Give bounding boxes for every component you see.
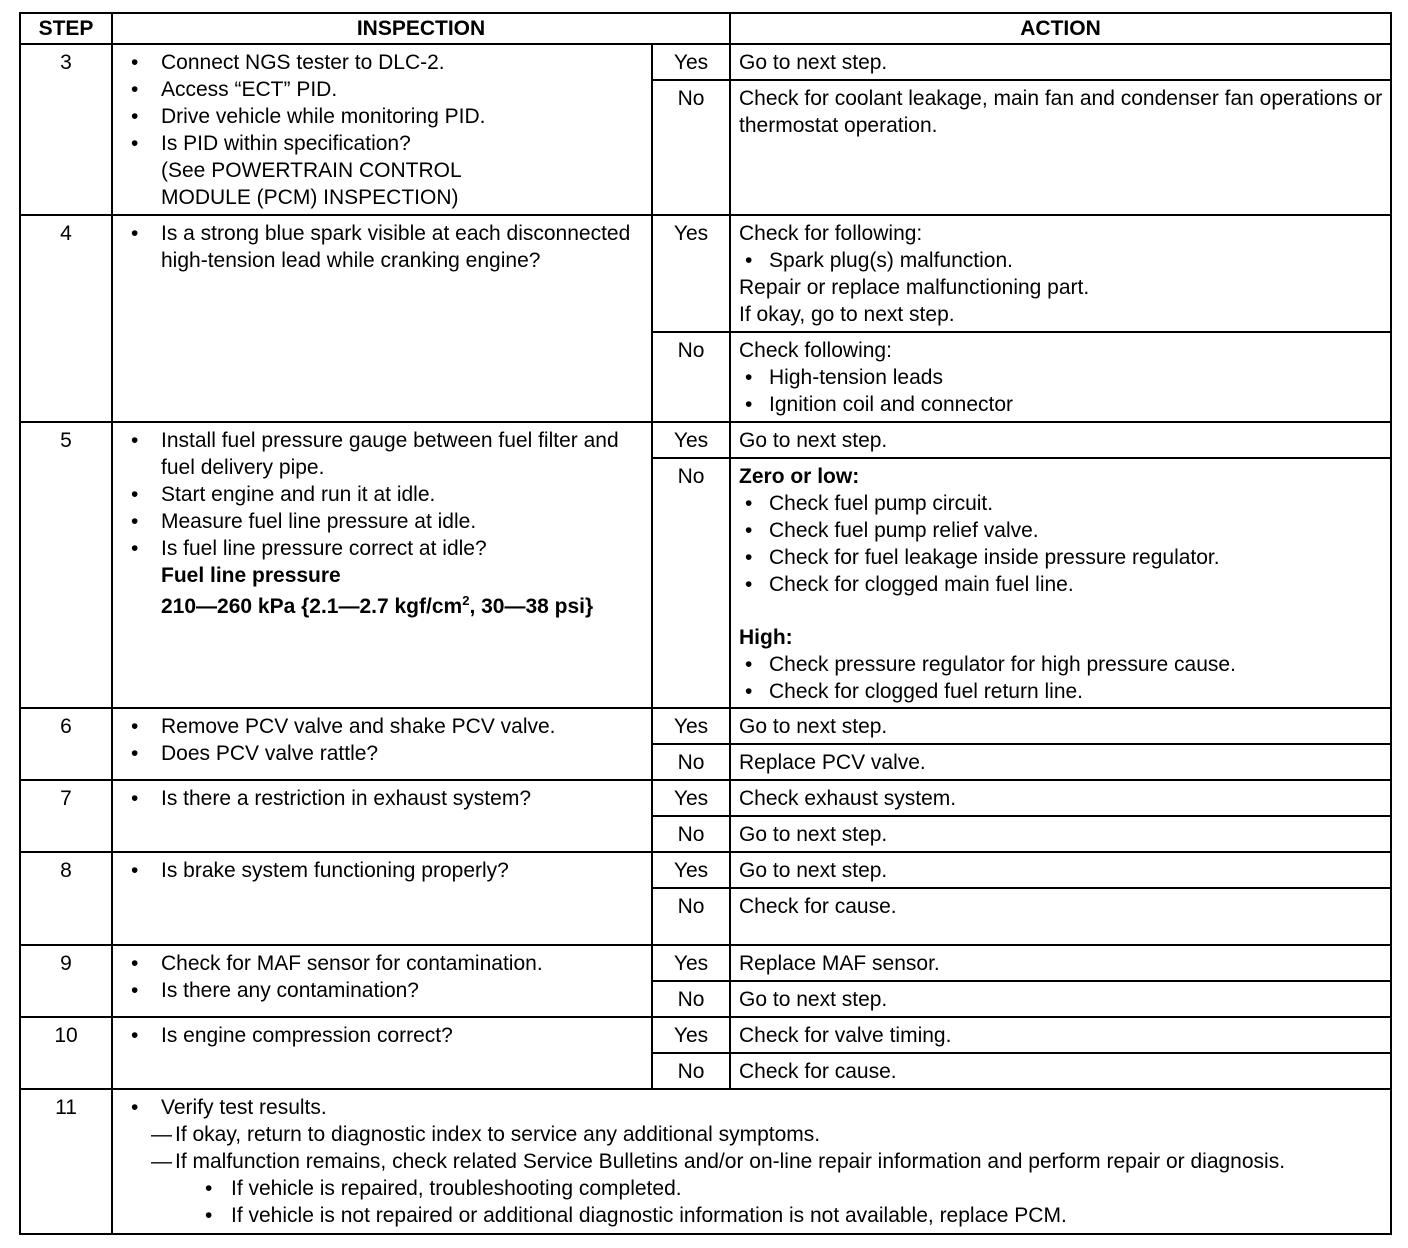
action-title: High: bbox=[739, 626, 793, 649]
action-text: Check for cause. bbox=[730, 888, 1391, 945]
action-text: If okay, go to next step. bbox=[739, 303, 955, 326]
spec-value bbox=[123, 593, 645, 620]
note-line: MODULE (PCM) INSPECTION) bbox=[161, 186, 459, 209]
action-text: Go to next step. bbox=[730, 708, 1391, 744]
list-item: • Is PID within specification? bbox=[123, 130, 645, 157]
action-cell bbox=[730, 215, 1391, 332]
table-row bbox=[20, 780, 1391, 816]
list-item: • Check fuel pump relief valve. bbox=[731, 517, 1384, 544]
list-item: • Is there a restriction in exhaust system? bbox=[123, 785, 645, 812]
action-title: Check for following: bbox=[739, 222, 923, 245]
dash-item: — If okay, return to diagnostic index to service any additional symptoms. bbox=[151, 1121, 1384, 1148]
yes-label: Yes bbox=[652, 708, 730, 744]
action-cell bbox=[730, 458, 1391, 708]
action-text: Go to next step. bbox=[730, 852, 1391, 888]
yes-label: Yes bbox=[652, 422, 730, 458]
table-row bbox=[20, 215, 1391, 332]
dash-item: — If malfunction remains, check related Service Bulletins and/or on-line repair information and perform repair or diagnosis. bbox=[151, 1148, 1384, 1175]
step-number: 3 bbox=[20, 44, 112, 215]
inspection-cell bbox=[112, 1089, 1391, 1234]
list-item: • Is fuel line pressure correct at idle? bbox=[123, 535, 645, 562]
table-row bbox=[20, 422, 1391, 458]
step-number: 5 bbox=[20, 422, 112, 708]
yes-label: Yes bbox=[652, 215, 730, 332]
inspection-cell bbox=[112, 215, 652, 422]
list-item: • Start engine and run it at idle. bbox=[123, 481, 645, 508]
table-row bbox=[20, 852, 1391, 888]
action-cell bbox=[730, 332, 1391, 422]
inspection-cell bbox=[112, 708, 652, 780]
list-item: • Verify test results. bbox=[123, 1094, 1384, 1121]
spec-value-a: 210—260 kPa {2.1—2.7 kgf/cm bbox=[161, 595, 463, 618]
yes-label: Yes bbox=[652, 945, 730, 981]
inspection-cell bbox=[112, 44, 652, 215]
table-row bbox=[20, 708, 1391, 744]
list-item: • Measure fuel line pressure at idle. bbox=[123, 508, 645, 535]
header-row bbox=[20, 13, 1391, 44]
action-text: Check for coolant leakage, main fan and condenser fan operations or thermostat operation. bbox=[730, 80, 1391, 215]
step-number: 10 bbox=[20, 1017, 112, 1089]
list-item: • Drive vehicle while monitoring PID. bbox=[123, 103, 645, 130]
table-row bbox=[20, 1089, 1391, 1234]
inspection-cell bbox=[112, 422, 652, 708]
list-item: • Is there any contamination? bbox=[123, 977, 645, 1004]
diagnostic-table bbox=[19, 12, 1392, 1235]
action-text: Check exhaust system. bbox=[730, 780, 1391, 816]
no-label: No bbox=[652, 744, 730, 780]
list-item: • Does PCV valve rattle? bbox=[123, 740, 645, 767]
table-row bbox=[20, 44, 1391, 80]
list-item: • Check pressure regulator for high pressure cause. bbox=[731, 651, 1384, 678]
yes-label: Yes bbox=[652, 780, 730, 816]
list-item: • Check for clogged fuel return line. bbox=[731, 678, 1384, 705]
step-number: 9 bbox=[20, 945, 112, 1017]
list-item: • Is a strong blue spark visible at each disconnected high-tension lead while cranking engine? bbox=[123, 220, 645, 274]
header-action: ACTION bbox=[730, 13, 1391, 44]
inspection-cell bbox=[112, 945, 652, 1017]
no-label: No bbox=[652, 816, 730, 852]
inspection-cell bbox=[112, 1017, 652, 1089]
step-number: 7 bbox=[20, 780, 112, 852]
yes-label: Yes bbox=[652, 1017, 730, 1053]
list-item: • Is brake system functioning properly? bbox=[123, 857, 645, 884]
note-line: (See POWERTRAIN CONTROL bbox=[161, 159, 462, 182]
action-text: Go to next step. bbox=[730, 816, 1391, 852]
action-text: Check for cause. bbox=[730, 1053, 1391, 1089]
step-number: 8 bbox=[20, 852, 112, 945]
action-text: Check for valve timing. bbox=[730, 1017, 1391, 1053]
step-number: 4 bbox=[20, 215, 112, 422]
no-label: No bbox=[652, 458, 730, 708]
step-number: 6 bbox=[20, 708, 112, 780]
header-step: STEP bbox=[20, 13, 112, 44]
table-row bbox=[20, 1017, 1391, 1053]
list-item: • Check for clogged main fuel line. bbox=[731, 571, 1384, 598]
sub-item: • If vehicle is not repaired or additional diagnostic information is not available, replace PCM. bbox=[205, 1202, 1384, 1229]
no-label: No bbox=[652, 332, 730, 422]
action-text: Replace PCV valve. bbox=[730, 744, 1391, 780]
list-item: • Access “ECT” PID. bbox=[123, 76, 645, 103]
sub-item: • If vehicle is repaired, troubleshooting completed. bbox=[205, 1175, 1384, 1202]
no-label: No bbox=[652, 1053, 730, 1089]
inspection-cell bbox=[112, 852, 652, 945]
inspection-cell bbox=[112, 780, 652, 852]
action-text: Repair or replace malfunctioning part. bbox=[739, 276, 1090, 299]
list-item: • Ignition coil and connector bbox=[731, 391, 1384, 418]
list-item: • Check for fuel leakage inside pressure regulator. bbox=[731, 544, 1384, 571]
list-item: • Install fuel pressure gauge between fuel filter and fuel delivery pipe. bbox=[123, 427, 645, 481]
action-title: Check following: bbox=[739, 339, 892, 362]
list-item: • Connect NGS tester to DLC-2. bbox=[123, 49, 645, 76]
list-item: • Check fuel pump circuit. bbox=[731, 490, 1384, 517]
action-text: Go to next step. bbox=[730, 981, 1391, 1017]
action-text: Replace MAF sensor. bbox=[730, 945, 1391, 981]
table-row bbox=[20, 945, 1391, 981]
list-item: • High-tension leads bbox=[731, 364, 1384, 391]
list-item: • Remove PCV valve and shake PCV valve. bbox=[123, 713, 645, 740]
action-text: Go to next step. bbox=[730, 44, 1391, 80]
spec-title: Fuel line pressure bbox=[161, 564, 341, 587]
header-inspection: INSPECTION bbox=[112, 13, 730, 44]
yes-label: Yes bbox=[652, 44, 730, 80]
action-title: Zero or low: bbox=[739, 465, 860, 488]
list-item: • Is engine compression correct? bbox=[123, 1022, 645, 1049]
spec-value-sup: 2 bbox=[462, 593, 470, 608]
spec-value-b: , 30—38 psi} bbox=[469, 595, 594, 618]
list-item: • Spark plug(s) malfunction. bbox=[731, 247, 1384, 274]
action-text: Go to next step. bbox=[730, 422, 1391, 458]
no-label: No bbox=[652, 80, 730, 215]
no-label: No bbox=[652, 981, 730, 1017]
step-number: 11 bbox=[20, 1089, 112, 1234]
list-item: • Check for MAF sensor for contamination. bbox=[123, 950, 645, 977]
yes-label: Yes bbox=[652, 852, 730, 888]
no-label: No bbox=[652, 888, 730, 945]
